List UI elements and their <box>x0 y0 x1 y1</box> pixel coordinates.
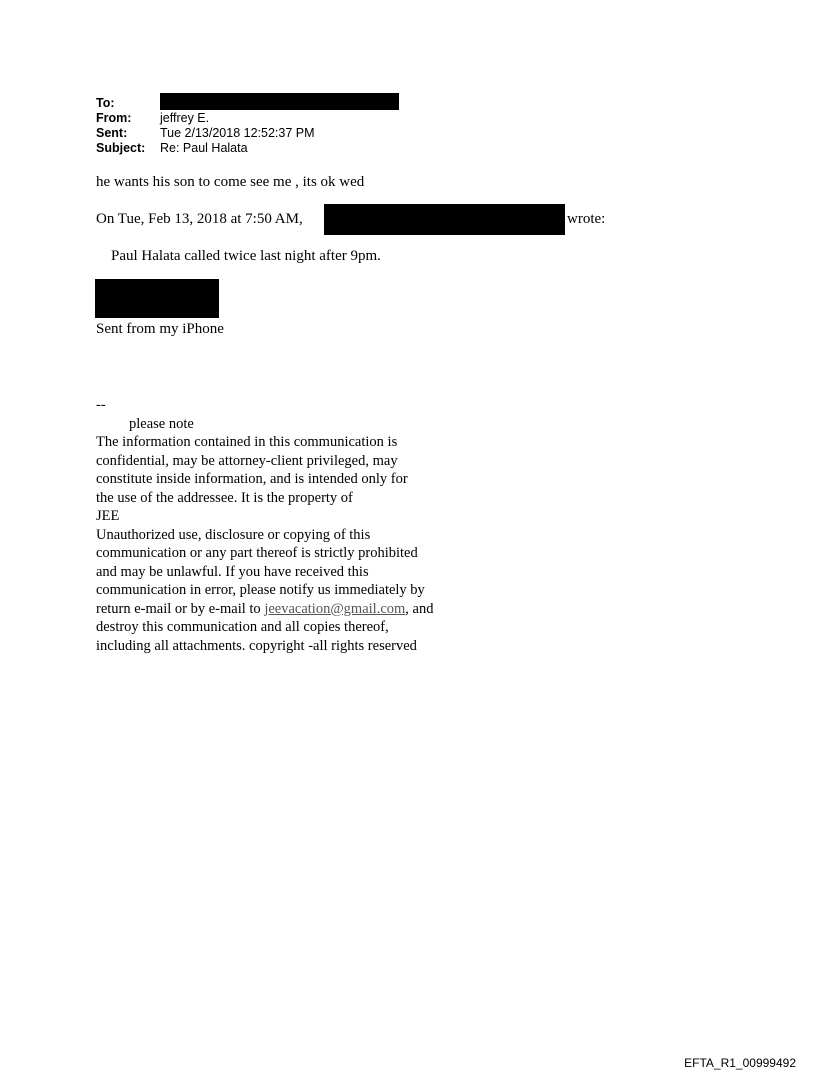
quoted-message: Paul Halata called twice last night after 9pm. <box>111 248 381 264</box>
quote-wrote: wrote: <box>567 211 606 227</box>
subject-label: Subject: <box>96 141 146 155</box>
disclaimer-email-line <box>96 600 496 619</box>
disclaimer-line: and may be unlawful. If you have received this <box>96 563 369 580</box>
confidentiality-disclaimer <box>96 396 496 655</box>
disclaimer-line: destroy this communication and all copies thereof, <box>96 619 389 635</box>
from-label: From: <box>96 111 132 125</box>
email-link[interactable]: jeevacation@gmail.com <box>264 600 406 617</box>
from-row <box>96 111 315 126</box>
quote-intro: On Tue, Feb 13, 2018 at 7:50 AM, <box>96 211 303 227</box>
disclaimer-line: Unauthorized use, disclosure or copying of this <box>96 526 371 543</box>
redacted-signature-block <box>95 279 219 318</box>
disclaimer-line: including all attachments. copyright -all rights reserved <box>96 637 417 654</box>
disclaimer-line: constitute inside information, and is intended only for <box>96 471 408 487</box>
disclaimer-heading: please note <box>129 415 194 432</box>
disclaimer-email-suffix: , and <box>405 600 434 617</box>
disclaimer-separator: -- <box>96 397 106 413</box>
sent-value: Tue 2/13/2018 12:52:37 PM <box>160 126 315 140</box>
subject-row <box>96 141 315 156</box>
sent-label: Sent: <box>96 126 128 140</box>
disclaimer-line: the use of the addressee. It is the property of <box>96 489 353 506</box>
document-id: EFTA_R1_00999492 <box>684 1056 796 1070</box>
disclaimer-line: communication or any part thereof is strictly prohibited <box>96 545 418 561</box>
subject-value: Re: Paul Halata <box>160 141 248 155</box>
to-label: To: <box>96 96 115 110</box>
disclaimer-line: confidential, may be attorney-client privileged, may <box>96 452 398 469</box>
disclaimer-line: JEE <box>96 508 120 524</box>
from-value: jeffrey E. <box>160 111 210 125</box>
disclaimer-line: communication in error, please notify us immediately by <box>96 582 425 598</box>
reply-text: he wants his son to come see me , its ok wed <box>96 174 365 190</box>
redacted-recipient <box>160 93 399 110</box>
signature: Sent from my iPhone <box>96 321 224 337</box>
redacted-sender-name <box>324 204 565 235</box>
sent-row <box>96 126 315 141</box>
disclaimer-email-prefix: return e-mail or by e-mail to <box>96 600 265 617</box>
disclaimer-line: The information contained in this communication is <box>96 434 398 450</box>
